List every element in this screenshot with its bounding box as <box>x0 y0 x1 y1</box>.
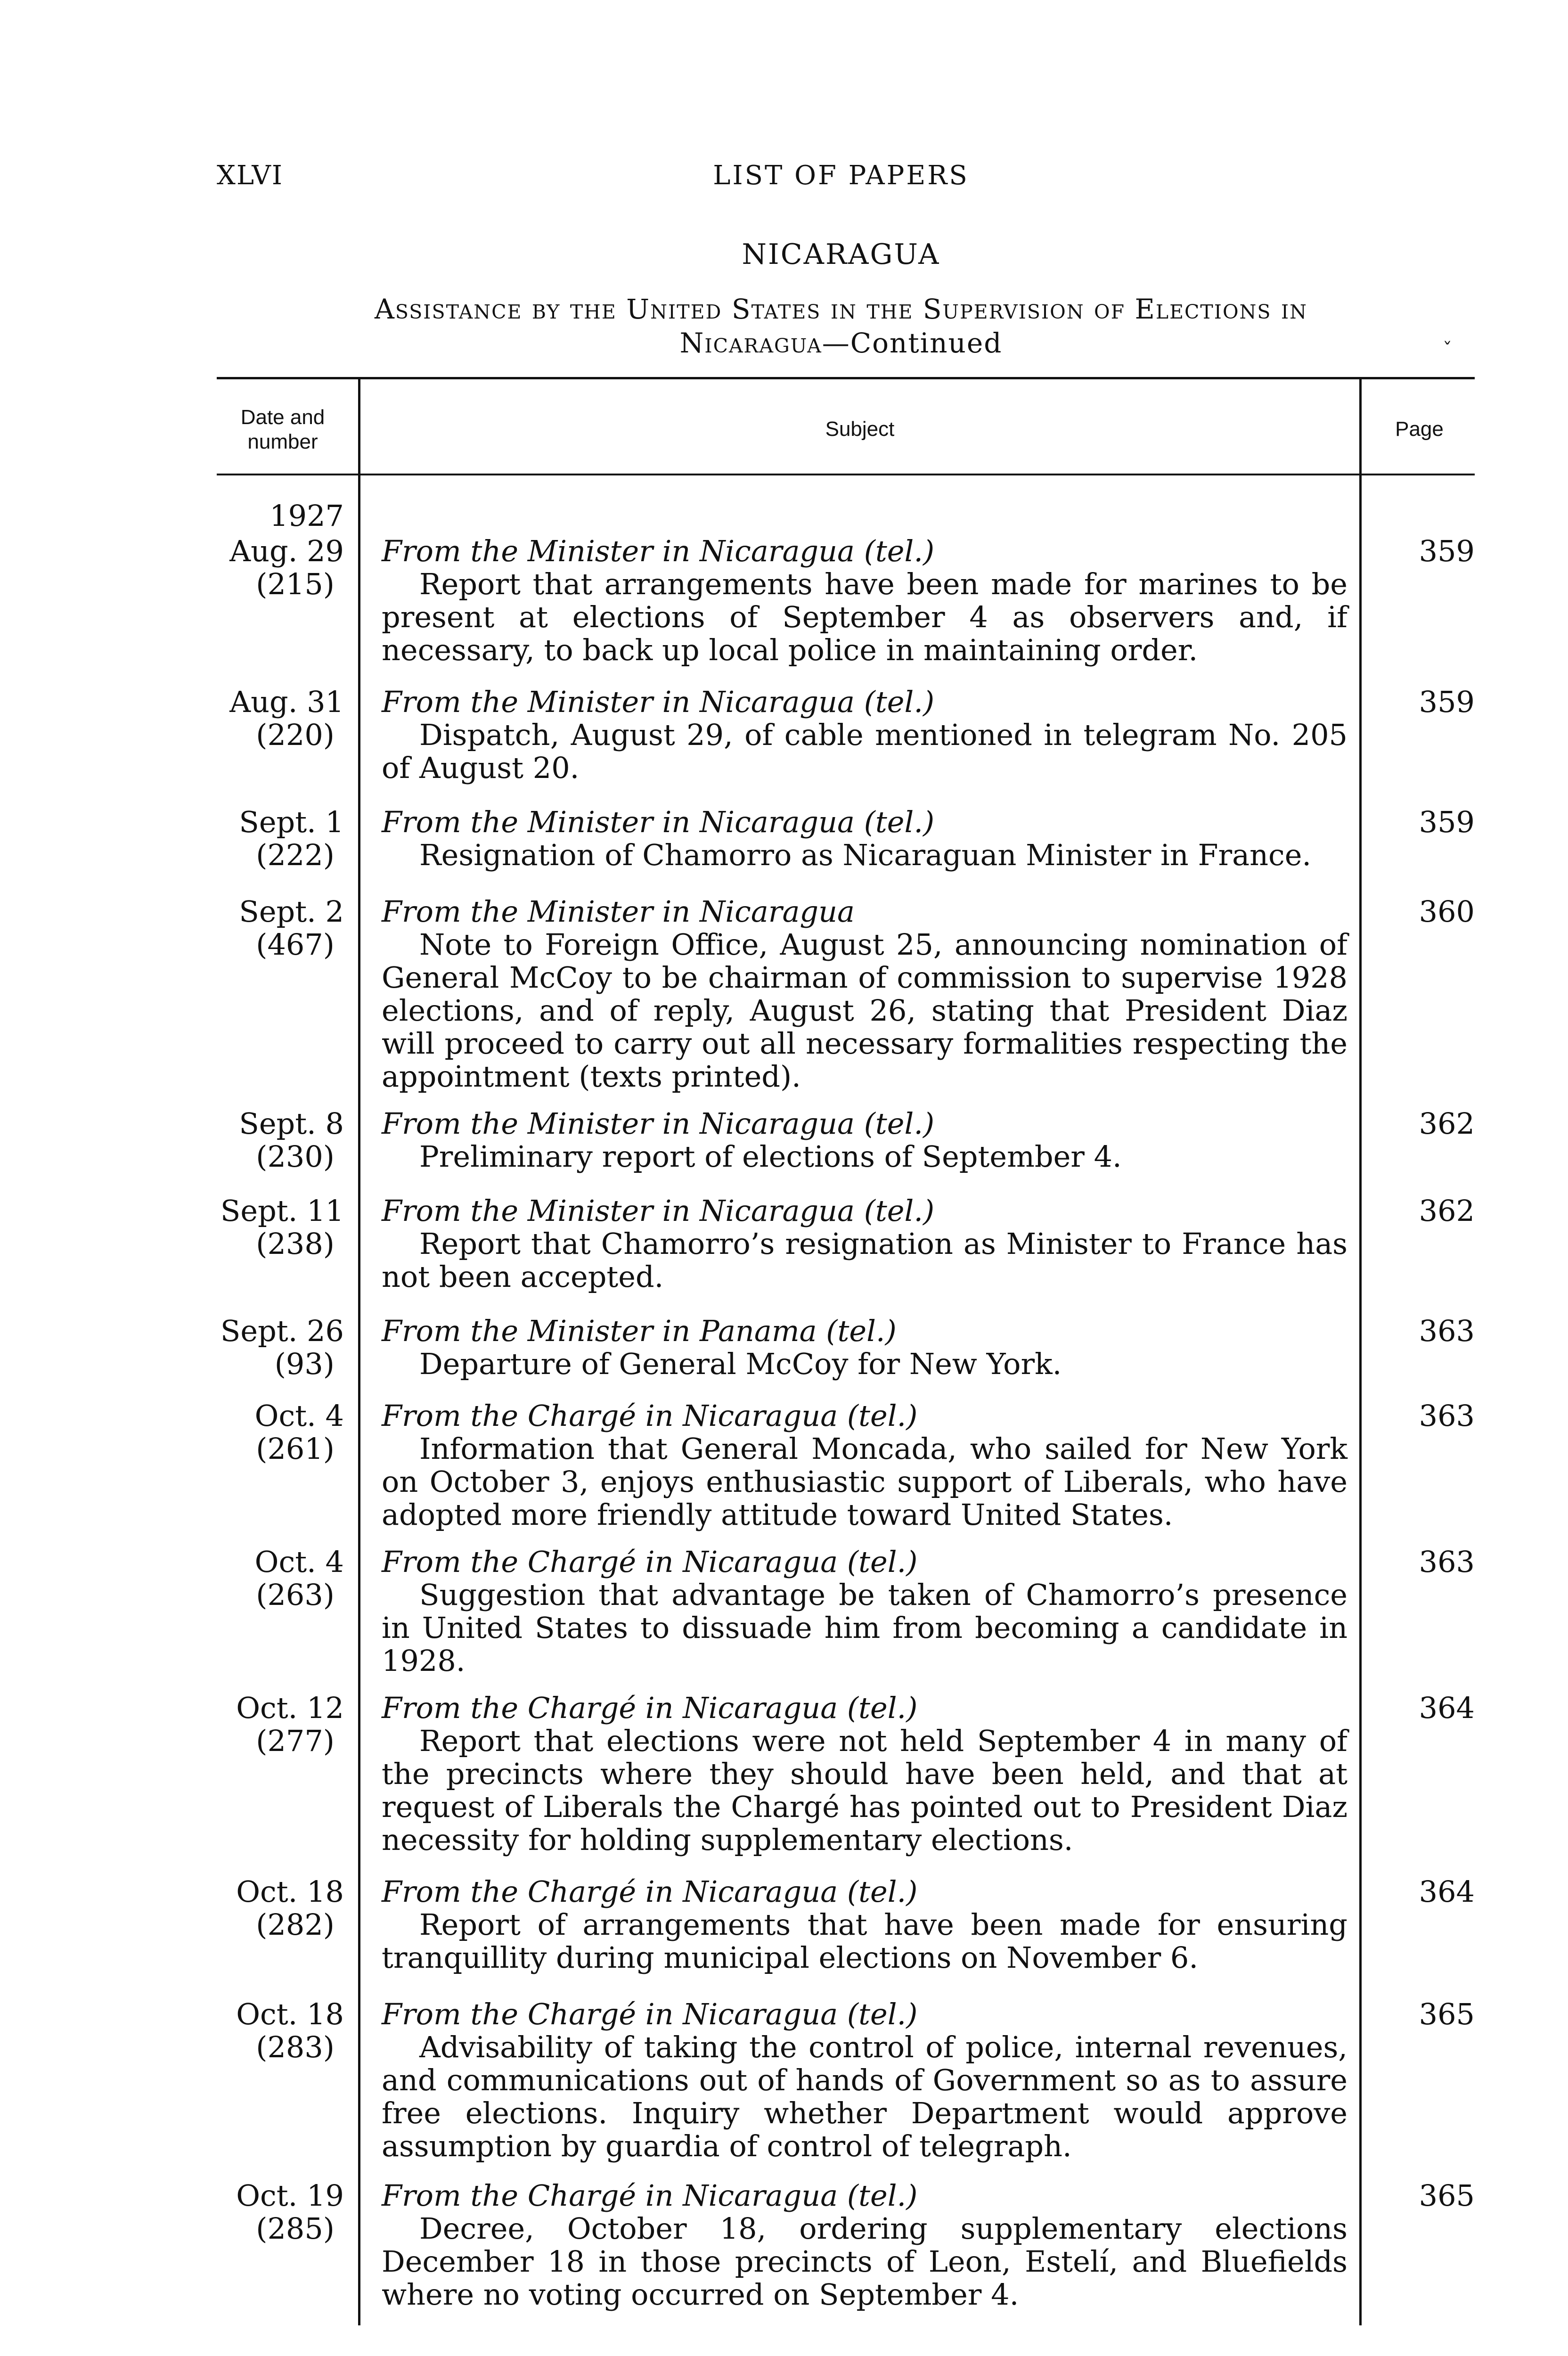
entry-page: 363 <box>1419 1314 1475 1348</box>
entry-date <box>207 1315 344 1381</box>
entry-from: From the Minister in Nicaragua <box>382 894 855 929</box>
page-number: XLVI <box>217 160 283 191</box>
section-title <box>217 292 1465 360</box>
entry-page: 360 <box>1419 894 1475 929</box>
entry-from: From the Chargé in Nicaragua (tel.) <box>382 2178 918 2213</box>
entry-date-text: Sept. 1 <box>239 805 344 839</box>
entry-date <box>207 1399 344 1465</box>
entry-description: Dispatch, August 29, of cable mentioned in telegram No. 205 of August 20. <box>382 718 1348 785</box>
entry-page: 364 <box>1419 1874 1475 1909</box>
entry-subject <box>382 1546 1348 1677</box>
entry-subject <box>382 1692 1348 1857</box>
entry-description: Report of arrangements that have been made for ensuring tranquillity during municipal elections on November 6. <box>382 1907 1348 1975</box>
entry-number: (285) <box>256 2211 335 2246</box>
entry-subject <box>382 1194 1348 1293</box>
entry-date-text: Sept. 8 <box>239 1106 344 1141</box>
entry-date-text: Oct. 4 <box>254 1399 344 1433</box>
entry-date-text: Aug. 31 <box>229 685 344 719</box>
entry-date <box>207 895 344 961</box>
entry-from: From the Chargé in Nicaragua (tel.) <box>382 1997 918 2031</box>
entry-number: (261) <box>256 1432 335 1466</box>
entry-number: (220) <box>256 718 335 752</box>
entry-page: 365 <box>1419 1997 1475 2031</box>
entry-subject <box>382 1315 1348 1381</box>
entry-subject <box>382 1875 1348 1974</box>
entry-from: From the Minister in Nicaragua (tel.) <box>382 1194 935 1228</box>
entry-description: Note to Foreign Office, August 25, announcing nomination of General McCoy to be chairman of commission to supervise 1928 elections, and of reply, August 26, stating that President Diaz will proceed to carry out all necessary formalities respecting the appointment (texts printed). <box>382 927 1348 1094</box>
entry-date-text: Oct. 12 <box>236 1691 344 1725</box>
entry-subject <box>382 686 1348 785</box>
entry-description: Report that arrangements have been made for marines to be present at elections of September 4 as observers and, if necessary, to back up local police in maintaining order. <box>382 567 1348 667</box>
entry-from: From the Minister in Nicaragua (tel.) <box>382 534 935 568</box>
entry-number: (238) <box>256 1227 335 1261</box>
entry-date-text: Sept. 26 <box>220 1314 344 1348</box>
column-header-date: Date and number <box>240 406 325 453</box>
running-header <box>217 160 1465 203</box>
entry-date <box>207 806 344 872</box>
entry-description: Report that Chamorro’s resignation as Minister to France has not been accepted. <box>382 1227 1348 1294</box>
entry-date-text: Oct. 18 <box>236 1874 344 1909</box>
entry-description: Resignation of Chamorro as Nicaraguan Minister in France. <box>419 838 1312 872</box>
entry-date <box>207 686 344 752</box>
entry-number: (230) <box>256 1139 335 1174</box>
entry-from: From the Minister in Nicaragua (tel.) <box>382 685 935 719</box>
entry-subject <box>382 806 1348 872</box>
entry-date <box>207 535 344 601</box>
entry-date-text: Oct. 4 <box>254 1545 344 1579</box>
entry-date-text: Aug. 29 <box>229 534 344 568</box>
entry-page: 359 <box>1419 685 1475 719</box>
entry-date-text: Sept. 2 <box>239 894 344 929</box>
entry-page: 363 <box>1419 1399 1475 1433</box>
entry-date-text: Oct. 19 <box>236 2178 344 2213</box>
entry-from: From the Chargé in Nicaragua (tel.) <box>382 1691 918 1725</box>
entry-number: (282) <box>256 1907 335 1942</box>
entry-page: 363 <box>1419 1545 1475 1579</box>
entry-subject <box>382 1998 1348 2163</box>
entry-from: From the Minister in Panama (tel.) <box>382 1314 897 1348</box>
entry-date <box>207 1998 344 2064</box>
entry-number: (263) <box>256 1578 335 1612</box>
entry-date-text: Sept. 11 <box>220 1194 344 1228</box>
entry-number: (277) <box>256 1724 335 1758</box>
entry-date <box>207 1194 344 1260</box>
entry-subject <box>382 895 1348 1093</box>
entry-from: From the Minister in Nicaragua (tel.) <box>382 1106 935 1141</box>
entry-description: Information that General Moncada, who sailed for New York on October 3, enjoys enthusiastic support of Liberals, who have adopted more friendly attitude toward United States. <box>382 1432 1348 1532</box>
entry-page: 364 <box>1419 1691 1475 1725</box>
entry-from: From the Minister in Nicaragua (tel.) <box>382 805 935 839</box>
entry-date <box>207 1875 344 1941</box>
section-title-country: Nicaragua <box>679 327 822 359</box>
entry-number: (467) <box>256 927 335 962</box>
entry-description: Suggestion that advantage be taken of Chamorro’s presence in United States to dissuade him from becoming a candidate in 1928. <box>382 1578 1348 1678</box>
column-divider-left <box>358 379 360 2325</box>
column-header-page: Page <box>1395 417 1444 441</box>
entry-date <box>207 1107 344 1173</box>
section-title-line2 <box>217 326 1465 360</box>
section-title-line1: Assistance by the United States in the Supervision of Elections in <box>374 293 1308 325</box>
entry-date-text: Oct. 18 <box>236 1997 344 2031</box>
entry-description: Departure of General McCoy for New York. <box>419 1347 1062 1381</box>
entry-number: (215) <box>256 567 335 601</box>
entry-subject <box>382 1107 1348 1173</box>
entry-subject <box>382 535 1348 667</box>
entry-from: From the Chargé in Nicaragua (tel.) <box>382 1399 918 1433</box>
entry-description: Preliminary report of elections of September 4. <box>419 1139 1122 1174</box>
entry-date <box>207 2179 344 2245</box>
table-header-rule <box>217 474 1475 475</box>
entry-page: 359 <box>1419 805 1475 839</box>
entry-number: (222) <box>256 838 335 872</box>
entry-from: From the Chargé in Nicaragua (tel.) <box>382 1545 918 1579</box>
entry-subject <box>382 1399 1348 1531</box>
entry-page: 362 <box>1419 1194 1475 1228</box>
entry-page: 365 <box>1419 2178 1475 2213</box>
column-header-subject: Subject <box>825 417 895 441</box>
entry-page: 359 <box>1419 534 1475 568</box>
entry-subject <box>382 2179 1348 2311</box>
country-heading: NICARAGUA <box>742 238 940 271</box>
entry-date <box>207 1692 344 1758</box>
entry-description: Decree, October 18, ordering supplementary elections December 18 in those precincts of Leon, Estelí, and Bluefields where no voting occurred on September 4. <box>382 2211 1348 2312</box>
entry-from: From the Chargé in Nicaragua (tel.) <box>382 1874 918 1909</box>
entry-description: Report that elections were not held September 4 in many of the precincts where they should have been held, and that at request of Liberals the Chargé has pointed out to President Diaz necessity for holding supplementary elections. <box>382 1724 1348 1857</box>
running-title: LIST OF PAPERS <box>713 160 969 191</box>
entry-description: Advisability of taking the control of police, internal revenues, and communications out of hands of Government so as to assure free elections. Inquiry whether Department would approve assumption by guardia of control of telegraph. <box>382 2030 1348 2163</box>
year-label: 1927 <box>270 499 344 533</box>
table-top-rule <box>217 377 1475 379</box>
print-mark: ˇ <box>1443 339 1452 361</box>
section-title-continued: —Continued <box>822 327 1003 359</box>
entry-number: (283) <box>256 2030 335 2064</box>
entry-number: (93) <box>274 1347 335 1381</box>
entry-date <box>207 1546 344 1612</box>
column-divider-right <box>1359 379 1362 2325</box>
entry-page: 362 <box>1419 1106 1475 1141</box>
